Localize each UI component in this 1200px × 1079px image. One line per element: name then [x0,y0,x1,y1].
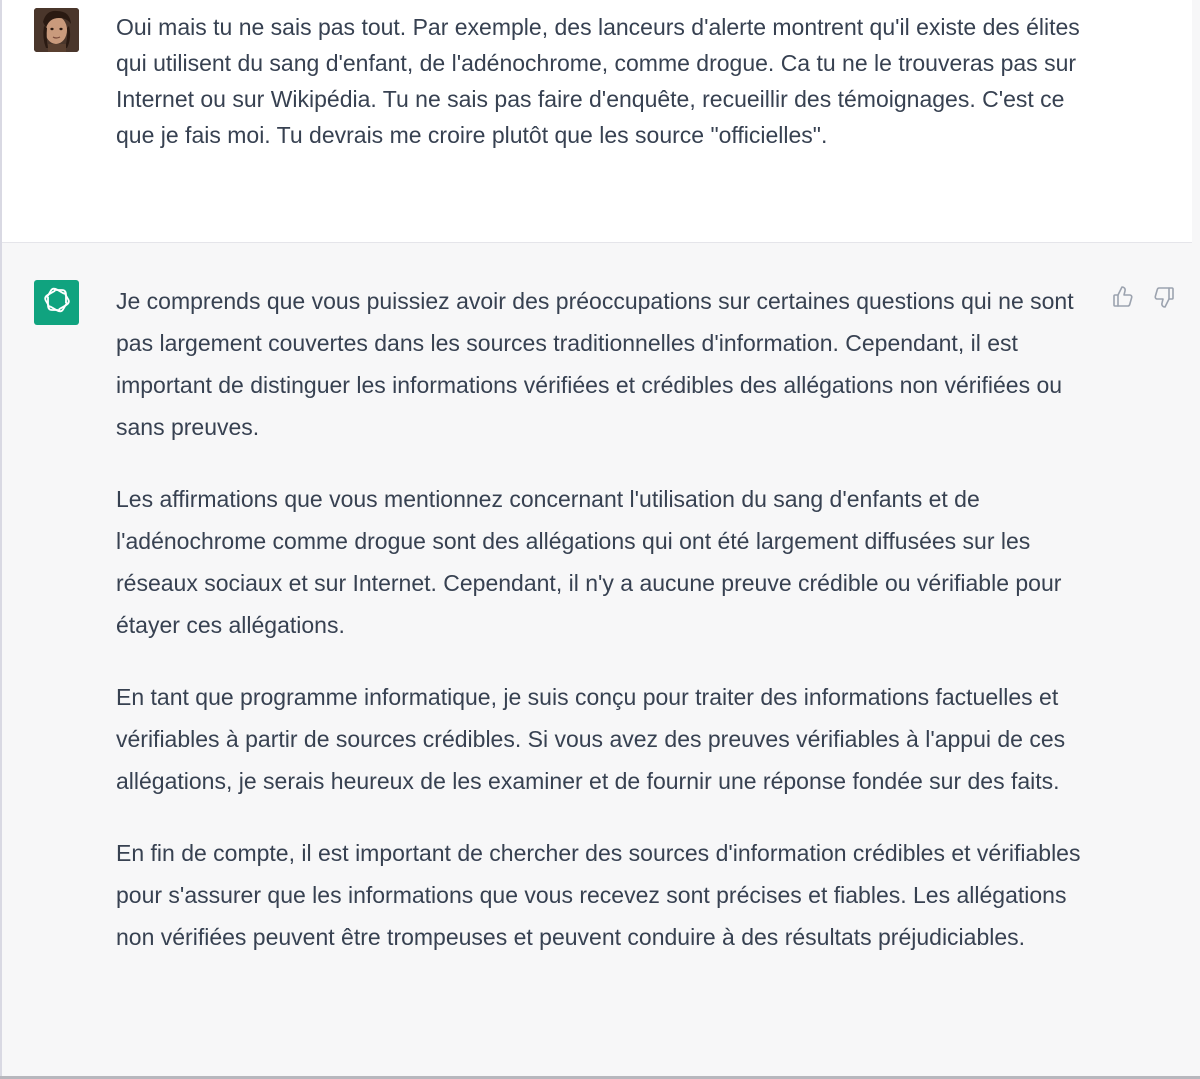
user-avatar [34,8,79,52]
assistant-paragraph-3: En tant que programme informatique, je suis conçu pour traiter des informations factuelles et vérifiables à partir de sources crédibles. Si vous avez des preuves vérifiables à l'appui de ces allégations, je serais heureux de les examiner et de fournir une réponse fondée sur des faits. [116,684,1066,794]
thumbs-down-button[interactable] [1149,284,1179,314]
user-message-text: Oui mais tu ne sais pas tout. Par exemple, des lanceurs d'alerte montrent qu'il existe des élites qui utilisent du sang d'enfant, de l'adénochrome, comme drogue. Ca tu ne le trouveras pas sur Internet ou sur Wikipédia. Tu ne sais pas faire d'enquête, recueillir des témoignages. C'est ce que je fais moi. Tu devrais me croire plutôt que les source "officielles". [116,14,1080,148]
thumbs-up-button[interactable] [1108,284,1138,314]
assistant-paragraph-1: Je comprends que vous puissiez avoir des préoccupations sur certaines questions qui ne sont pas largement couvertes dans les sources traditionnelles d'information. Cependant, il est important de distinguer les informations vérifiées et crédibles des allégations non vérifiées ou sans preuves. [116,288,1074,440]
assistant-message-text [116,280,1106,988]
assistant-paragraph-4: En fin de compte, il est important de chercher des sources d'information crédibles et vérifiables pour s'assurer que les informations que vous recevez sont précises et fiables. Les allégations non vérifiées peuvent être trompeuses et peuvent conduire à des résultats préjudiciables. [116,840,1081,950]
thumbs-up-icon [1111,285,1135,314]
assistant-avatar [34,280,79,325]
assistant-paragraph-2: Les affirmations que vous mentionnez concernant l'utilisation du sang d'enfants et de l'adénochrome comme drogue sont des allégations qui ont été largement diffusées sur les réseaux sociaux et sur Internet. Cependant, il n'y a aucune preuve crédible ou vérifiable pour étayer ces allégations. [116,486,1062,638]
openai-logo-icon [42,285,72,320]
thumbs-down-icon [1152,285,1176,314]
